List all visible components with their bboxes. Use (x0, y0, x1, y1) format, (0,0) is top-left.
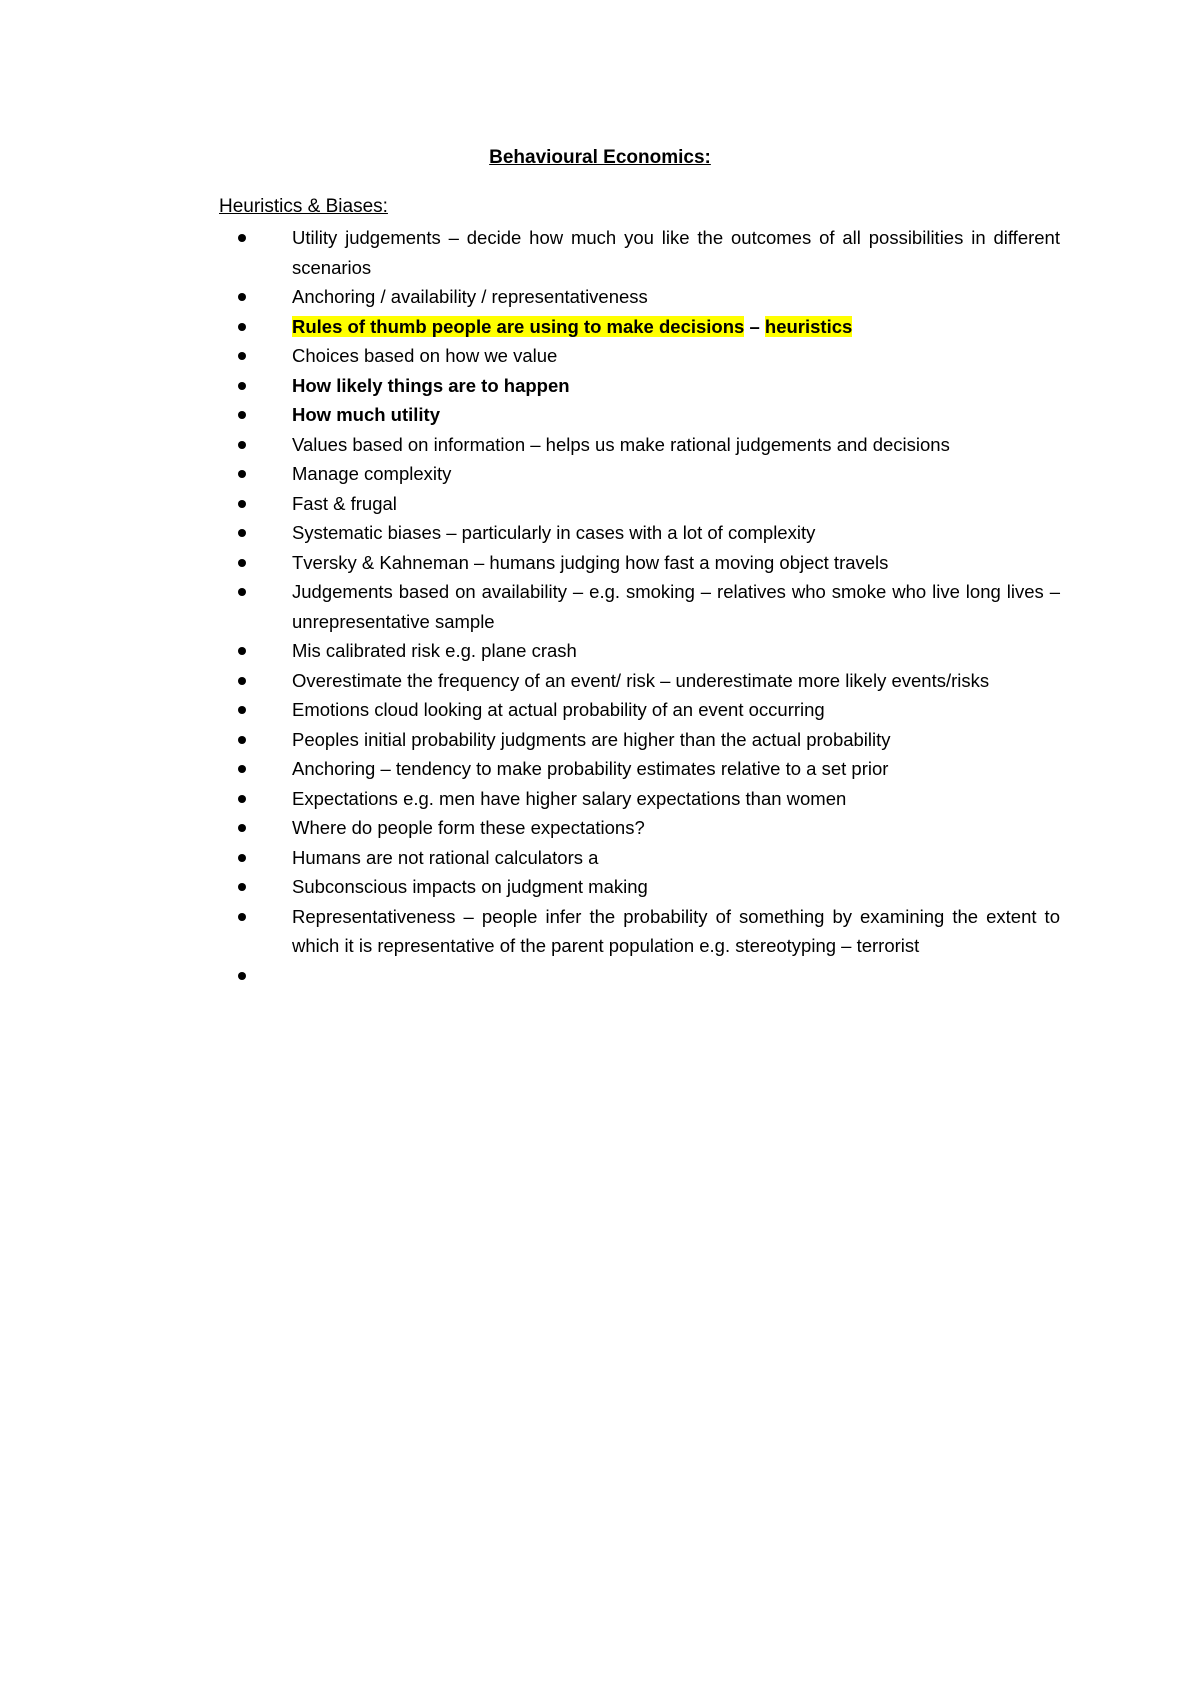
bullet-icon (238, 972, 246, 980)
list-item-text: Utility judgements – decide how much you like the outcomes of all possibilities in different scenarios (292, 227, 1060, 278)
list-item-text: Anchoring – tendency to make probability estimates relative to a set prior (292, 758, 889, 779)
list-item-text (292, 312, 1060, 342)
bullet-icon (238, 234, 246, 242)
bullet-icon (238, 883, 246, 891)
list-item-text: Tversky & Kahneman – humans judging how fast a moving object travels (292, 551, 889, 573)
list-item-text: Peoples initial probability judgments are higher than the actual probability (292, 728, 891, 750)
bullet-list (238, 223, 1060, 990)
list-item (238, 872, 1060, 902)
list-item-text: How much utility (292, 404, 440, 425)
list-item (238, 548, 1060, 578)
list-item-text: Emotions cloud looking at actual probability of an event occurring (292, 699, 825, 720)
bullet-icon (238, 854, 246, 862)
list-item (238, 961, 1060, 991)
list-item (238, 666, 1060, 696)
list-item-text: Anchoring / availability / representativeness (292, 286, 648, 307)
bullet-icon (238, 382, 246, 390)
bullet-icon (238, 736, 246, 744)
list-item-text: How likely things are to happen (292, 374, 570, 396)
list-item (238, 695, 1060, 725)
list-item-text: Expectations e.g. men have higher salary expectations than women (292, 787, 847, 809)
list-item (238, 371, 1060, 401)
list-item-text: Systematic biases – particularly in cases with a lot of complexity (292, 522, 816, 543)
list-item (238, 341, 1060, 371)
list-item (238, 459, 1060, 489)
list-item-text: Representativeness – people infer the probability of something by examining the extent to which it is representative of the parent population e.g. stereotyping – terrorist (292, 905, 1060, 956)
list-item-text: Manage complexity (292, 463, 452, 484)
list-item-text: Choices based on how we value (292, 345, 558, 366)
list-item-text: Subconscious impacts on judgment making (292, 876, 648, 897)
list-item (238, 489, 1060, 519)
list-item (238, 784, 1060, 814)
list-item (238, 725, 1060, 755)
bullet-icon (238, 647, 246, 655)
bullet-icon (238, 500, 246, 508)
bullet-icon (238, 559, 246, 567)
bullet-icon (238, 588, 246, 596)
list-item (238, 518, 1060, 548)
bullet-icon (238, 706, 246, 714)
bullet-icon (238, 441, 246, 449)
list-item-text: Judgements based on availability – e.g. smoking – relatives who smoke who live long lives – unrepresentative sample (292, 581, 1060, 632)
document-title: Behavioural Economics: (489, 147, 711, 168)
list-item (238, 282, 1060, 312)
list-item (238, 577, 1060, 636)
bullet-icon (238, 529, 246, 537)
bullet-icon (238, 765, 246, 773)
list-item-text: Humans are not rational calculators a (292, 846, 599, 868)
list-item (238, 636, 1060, 666)
bullet-icon (238, 411, 246, 419)
bullet-icon (238, 677, 246, 685)
list-item-text: Values based on information – helps us make rational judgements and decisions (292, 433, 950, 455)
bullet-icon (238, 913, 246, 921)
list-item-text: Fast & frugal (292, 492, 397, 514)
list-item (238, 902, 1060, 961)
list-item (238, 813, 1060, 843)
bullet-icon (238, 293, 246, 301)
dash-separator: – (744, 315, 765, 337)
bullet-icon (238, 795, 246, 803)
bullet-icon (238, 352, 246, 360)
bullet-icon (238, 470, 246, 478)
list-item (238, 430, 1060, 460)
highlighted-text: Rules of thumb people are using to make decisions (292, 315, 745, 337)
list-item (238, 223, 1060, 282)
bullet-icon (238, 323, 246, 331)
list-item (238, 754, 1060, 784)
list-item-text (292, 961, 1060, 991)
list-item-text: Overestimate the frequency of an event/ risk – underestimate more likely events/risks (292, 669, 990, 691)
list-item (238, 312, 1060, 342)
bullet-icon (238, 824, 246, 832)
highlighted-text: heuristics (764, 315, 853, 337)
list-item-text: Mis calibrated risk e.g. plane crash (292, 640, 577, 661)
list-item (238, 400, 1060, 430)
section-heading: Heuristics & Biases: (219, 196, 388, 217)
list-item-text: Where do people form these expectations? (292, 817, 645, 838)
list-item (238, 843, 1060, 873)
